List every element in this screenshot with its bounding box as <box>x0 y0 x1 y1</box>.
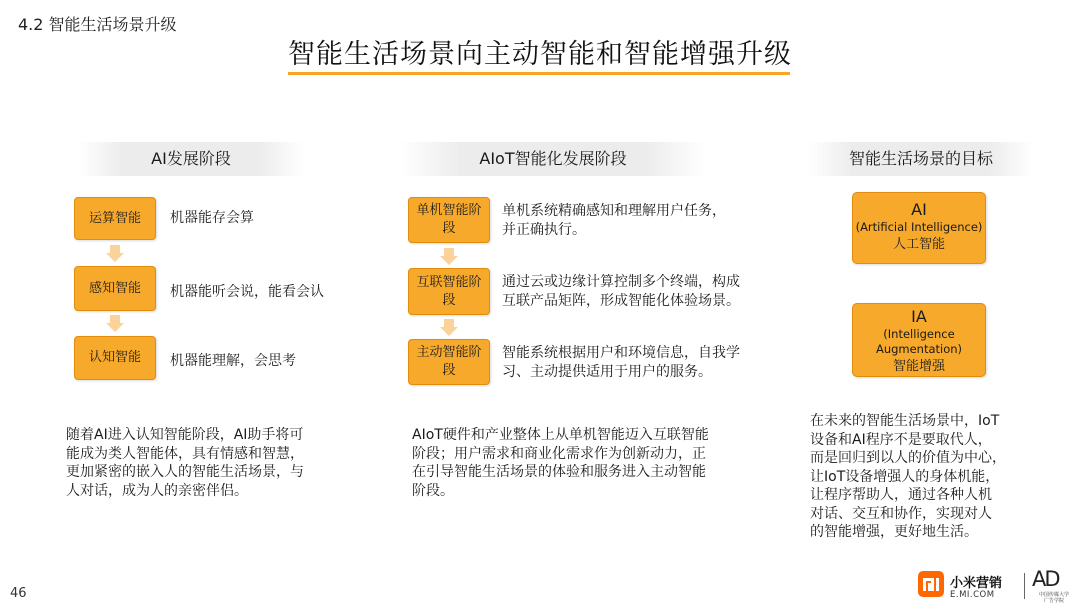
col3-paragraph: 在未来的智能生活场景中，IoT 设备和AI程序不是要取代人， 而是回归到以人的价值为中心， 让IoT设备增强人的身体机能， 让程序帮助人，通过各种人机 对话、交互和协作，实现对人 的智能增强，更好地生活。 <box>810 413 1006 540</box>
partner-name: 中国传媒大学 广告学院 <box>1038 592 1069 604</box>
partner-logo: AD <box>1032 567 1059 591</box>
stage-box-cognition: 认知智能 <box>74 336 156 380</box>
goal-box-ia: IA (Intelligence Augmentation) 智能增强 <box>852 303 986 377</box>
stage-box-standalone: 单机智能阶 段 <box>408 197 490 243</box>
col1-heading: AI发展阶段 <box>78 142 304 176</box>
xiaomi-logo-icon <box>918 571 944 597</box>
stage-desc-perception: 机器能听会说，能看会认 <box>170 284 324 300</box>
stage-desc-proactive: 智能系统根据用户和环境信息，自我学 习、主动提供适用于用户的服务。 <box>502 345 740 380</box>
down-arrow-icon <box>106 245 124 263</box>
brand-url: E.MI.COM <box>950 590 995 600</box>
down-arrow-icon <box>106 315 124 333</box>
section-label: 4.2 智能生活场景升级 <box>18 15 177 34</box>
stage-box-proactive: 主动智能阶 段 <box>408 339 490 385</box>
col1-paragraph: 随着AI进入认知智能阶段，AI助手将可 能成为类人智能体，具有情感和智慧， 更加紧密的嵌入人的智能生活场景，与 人对话，成为人的亲密伴侣。 <box>66 427 304 499</box>
col3-heading: 智能生活场景的目标 <box>808 142 1034 176</box>
page-number: 46 <box>10 586 27 601</box>
down-arrow-icon <box>440 319 458 337</box>
stage-box-computing: 运算智能 <box>74 197 156 240</box>
stage-desc-cognition: 机器能理解，会思考 <box>170 353 296 369</box>
stage-box-connected: 互联智能阶 段 <box>408 268 490 315</box>
page-title: 智能生活场景向主动智能和智能增强升级 <box>288 39 792 70</box>
goal-box-ai: AI (Artificial Intelligence) 人工智能 <box>852 192 986 264</box>
title-underline <box>288 72 790 75</box>
stage-box-perception: 感知智能 <box>74 266 156 311</box>
stage-desc-computing: 机器能存会算 <box>170 210 254 226</box>
stage-desc-standalone: 单机系统精确感知和理解用户任务， 并正确执行。 <box>502 203 726 238</box>
brand-name: 小米营销 <box>950 576 1003 591</box>
down-arrow-icon <box>440 248 458 266</box>
stage-desc-connected: 通过云或边缘计算控制多个终端，构成 互联产品矩阵，形成智能化体验场景。 <box>502 274 740 309</box>
footer-divider <box>1024 573 1025 599</box>
col2-heading: AIoT智能化发展阶段 <box>400 142 706 176</box>
col2-paragraph: AIoT硬件和产业整体上从单机智能迈入互联智能 阶段；用户需求和商业化需求作为创新动力，正 在引导智能生活场景的体验和服务进入主动智能 阶段。 <box>412 427 709 499</box>
